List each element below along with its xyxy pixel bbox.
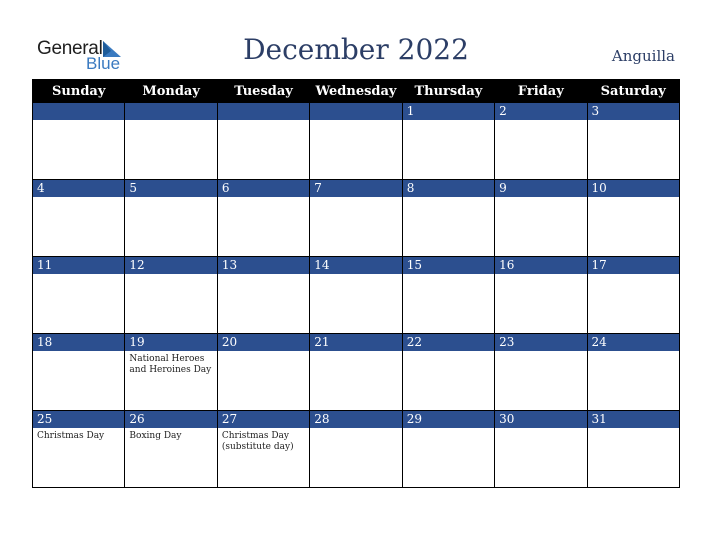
day-number: 15 xyxy=(403,257,494,274)
calendar-day-cell[interactable] xyxy=(125,103,217,180)
calendar-day-cell[interactable] xyxy=(310,257,402,334)
day-number: 20 xyxy=(218,334,309,351)
day-number: 16 xyxy=(495,257,586,274)
calendar-day-cell[interactable] xyxy=(310,103,402,180)
day-number: 6 xyxy=(218,180,309,197)
day-number: 3 xyxy=(588,103,679,120)
day-number xyxy=(310,103,401,120)
calendar-day-cell[interactable] xyxy=(33,334,125,411)
calendar-day-cell[interactable] xyxy=(402,411,494,488)
day-number: 7 xyxy=(310,180,401,197)
brand-name-general: General xyxy=(37,38,103,59)
day-number: 8 xyxy=(403,180,494,197)
holiday-label: Christmas Day xyxy=(37,431,105,441)
calendar-day-cell[interactable] xyxy=(587,180,679,257)
weekday-header: Tuesday xyxy=(217,80,309,103)
calendar-day-cell[interactable] xyxy=(402,180,494,257)
day-number: 5 xyxy=(125,180,216,197)
day-number: 25 xyxy=(33,411,124,428)
calendar-day-cell[interactable] xyxy=(402,103,494,180)
day-number xyxy=(125,103,216,120)
holiday-label: Christmas Day (substitute day) xyxy=(221,431,294,452)
calendar-day-cell[interactable] xyxy=(125,334,217,411)
day-number: 23 xyxy=(495,334,586,351)
day-number: 13 xyxy=(218,257,309,274)
calendar-day-cell[interactable] xyxy=(33,180,125,257)
holiday-label: National Heroes and Heroines Day xyxy=(129,354,212,375)
weekday-header: Wednesday xyxy=(310,80,402,103)
calendar-day-cell[interactable] xyxy=(217,257,309,334)
country-label: Anguilla xyxy=(611,47,675,65)
calendar-day-cell[interactable] xyxy=(310,411,402,488)
day-number: 1 xyxy=(403,103,494,120)
calendar-day-cell[interactable] xyxy=(33,103,125,180)
calendar-day-cell[interactable] xyxy=(33,257,125,334)
calendar-day-cell[interactable] xyxy=(402,257,494,334)
calendar-day-cell[interactable] xyxy=(587,334,679,411)
calendar-day-cell[interactable] xyxy=(217,180,309,257)
day-number: 9 xyxy=(495,180,586,197)
brand-name-blue: Blue xyxy=(86,54,121,73)
day-number: 26 xyxy=(125,411,216,428)
day-number: 10 xyxy=(588,180,679,197)
calendar-day-cell[interactable] xyxy=(33,411,125,488)
day-number: 18 xyxy=(33,334,124,351)
weekday-header: Saturday xyxy=(587,80,679,103)
calendar-day-cell[interactable] xyxy=(402,334,494,411)
calendar-day-cell[interactable] xyxy=(125,257,217,334)
day-number: 2 xyxy=(495,103,586,120)
day-number: 29 xyxy=(403,411,494,428)
calendar-day-cell[interactable] xyxy=(587,411,679,488)
calendar-day-cell[interactable] xyxy=(310,334,402,411)
calendar-grid xyxy=(32,79,680,488)
weekday-header: Sunday xyxy=(33,80,125,103)
day-number: 22 xyxy=(403,334,494,351)
day-number: 4 xyxy=(33,180,124,197)
day-number: 21 xyxy=(310,334,401,351)
day-number: 12 xyxy=(125,257,216,274)
calendar-week-row xyxy=(33,334,680,411)
weekday-header: Monday xyxy=(125,80,217,103)
holiday-label: Boxing Day xyxy=(129,431,182,441)
page-title: December 2022 xyxy=(243,33,469,66)
calendar-day-cell[interactable] xyxy=(217,103,309,180)
calendar-day-cell[interactable] xyxy=(495,411,587,488)
weekday-header: Thursday xyxy=(402,80,494,103)
calendar-day-cell[interactable] xyxy=(587,257,679,334)
calendar-day-cell[interactable] xyxy=(310,180,402,257)
calendar-day-cell[interactable] xyxy=(495,257,587,334)
calendar-week-row xyxy=(33,411,680,488)
calendar-day-cell[interactable] xyxy=(495,180,587,257)
calendar-day-cell[interactable] xyxy=(125,180,217,257)
day-number: 31 xyxy=(588,411,679,428)
day-number: 28 xyxy=(310,411,401,428)
day-number: 27 xyxy=(218,411,309,428)
day-number: 24 xyxy=(588,334,679,351)
calendar-week-row xyxy=(33,257,680,334)
day-number xyxy=(218,103,309,120)
calendar-day-cell[interactable] xyxy=(125,411,217,488)
weekday-header: Friday xyxy=(495,80,587,103)
calendar-week-row xyxy=(33,180,680,257)
day-number: 14 xyxy=(310,257,401,274)
day-number: 17 xyxy=(588,257,679,274)
day-number xyxy=(33,103,124,120)
calendar-day-cell[interactable] xyxy=(217,334,309,411)
calendar-day-cell[interactable] xyxy=(495,103,587,180)
day-number: 11 xyxy=(33,257,124,274)
calendar-day-cell[interactable] xyxy=(495,334,587,411)
day-number: 30 xyxy=(495,411,586,428)
calendar-day-cell[interactable] xyxy=(587,103,679,180)
weekday-header-row xyxy=(33,80,680,103)
day-number: 19 xyxy=(125,334,216,351)
calendar-week-row xyxy=(33,103,680,180)
calendar-day-cell[interactable] xyxy=(217,411,309,488)
